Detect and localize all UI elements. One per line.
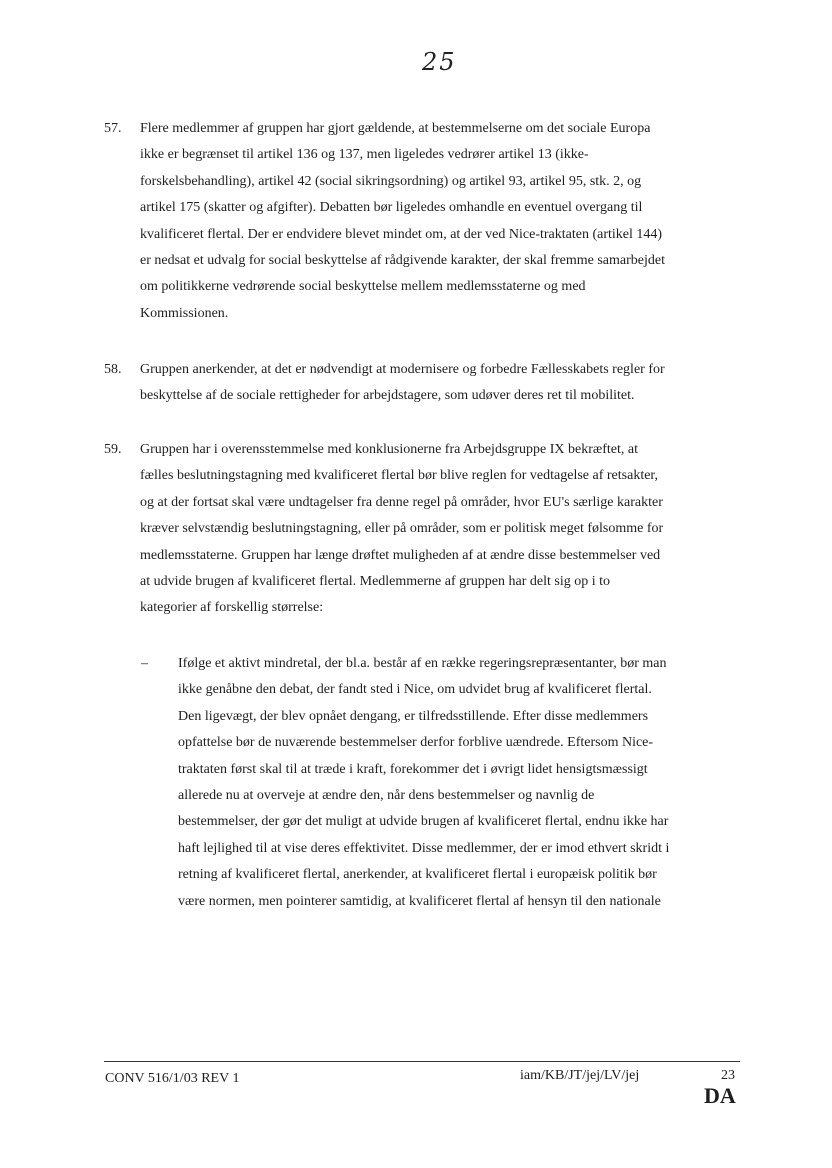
text-line: medlemsstaterne. Gruppen har længe drøftet muligheden af at ændre disse bestemmelser ved (140, 547, 661, 563)
text-line: kræver selvstændig beslutningstagning, eller på områder, som er politisk meget følsomme for (140, 521, 664, 537)
footer-initials: iam/KB/JT/jej/LV/jej (520, 1068, 640, 1083)
text-line: og at der fortsat skal være undtagelser fra denne regel på områder, hvor EU's særlige karakter (140, 494, 663, 510)
handwritten-page-number: 25 (422, 48, 457, 76)
text-line: om politikkerne vedrørende social beskyttelse mellem medlemsstaterne og med (140, 279, 586, 295)
footer-doc-ref: CONV 516/1/03 REV 1 (105, 1071, 240, 1086)
text-line: allerede nu at overveje at ændre den, når dens bestemmelser og navnlig de (178, 788, 595, 804)
footer-page-number: 23 (721, 1068, 735, 1083)
paragraph-text (140, 357, 740, 410)
paragraph-text (140, 437, 740, 622)
text-line: at udvide brugen af kvalificeret flertal. Medlemmerne af gruppen har delt sig op i to (140, 574, 610, 590)
text-line: kategorier af forskellig størrelse: (140, 600, 324, 616)
text-line: artikel 175 (skatter og afgifter). Debatten bør ligeledes omhandle en eventuel overgang til (140, 200, 643, 216)
paragraph-number: 57. (104, 121, 122, 136)
paragraph-number: 59. (104, 442, 122, 457)
text-line: Gruppen anerkender, at det er nødvendigt at modernisere og forbedre Fællesskabets regler for (140, 362, 665, 377)
text-line: Den ligevægt, der blev opnået dengang, er tilfredsstillende. Efter disse medlemmers (178, 708, 649, 724)
text-line: traktaten først skal til at træde i kraft, forekommer det i øvrigt lidet hensigtsmæssigt (178, 761, 648, 777)
text-line: være normen, men pointerer samtidig, at kvalificeret flertal af hensyn til den nationale (178, 893, 661, 909)
text-line: Ifølge et aktivt mindretal, der bl.a. består af en række regeringsrepræsentanter, bør man (178, 656, 667, 671)
text-line: ikke genåbne den debat, der fandt sted i Nice, om udvidet brug af kvalificeret flertal. (178, 682, 652, 698)
text-line: kvalificeret flertal. Der er endvidere blevet mindet om, at der ved Nice-traktaten (artikel 144) (140, 226, 663, 242)
text-line: retning af kvalificeret flertal, anerkender, at kvalificeret flertal i europæisk politik bør (178, 867, 657, 883)
text-line: Gruppen har i overensstemmelse med konklusionerne fra Arbejdsgruppe IX bekræftet, at (140, 442, 639, 457)
text-line: er nedsat et udvalg for social beskyttelse af rådgivende karakter, der skal fremme samarbejdet (140, 253, 665, 269)
paragraph-number: 58. (104, 362, 122, 377)
text-line: fælles beslutningstagning med kvalificeret flertal bør blive reglen for vedtagelse af retsakter, (140, 468, 659, 484)
text-line: forskelsbehandling), artikel 42 (social sikringsordning) og artikel 93, artikel 95, stk. 2, og (140, 173, 642, 189)
list-item-text (178, 651, 742, 915)
text-line: Kommissionen. (140, 305, 229, 321)
paragraph-text (140, 116, 740, 327)
text-line: bestemmelser, der gør det muligt at udvide brugen af kvalificeret flertal, endnu ikke har (178, 814, 669, 830)
text-line: ikke er begrænset til artikel 136 og 137, men ligeledes vedrører artikel 13 (ikke- (140, 147, 589, 163)
text-line: Flere medlemmer af gruppen har gjort gældende, at bestemmelserne om det sociale Europa (140, 121, 651, 136)
footer-divider (104, 1061, 740, 1062)
footer-language-code: DA (704, 1083, 736, 1108)
list-dash: – (141, 656, 148, 671)
text-line: beskyttelse af de sociale rettigheder for arbejdstagere, som udøver deres ret til mobilitet. (140, 388, 635, 404)
text-line: haft lejlighed til at vise deres effektivitet. Disse medlemmer, der er imod ethvert skridt i (178, 840, 670, 856)
text-line: opfattelse bør de nuværende bestemmelser derfor forblive uændrede. Eftersom Nice- (178, 735, 654, 751)
